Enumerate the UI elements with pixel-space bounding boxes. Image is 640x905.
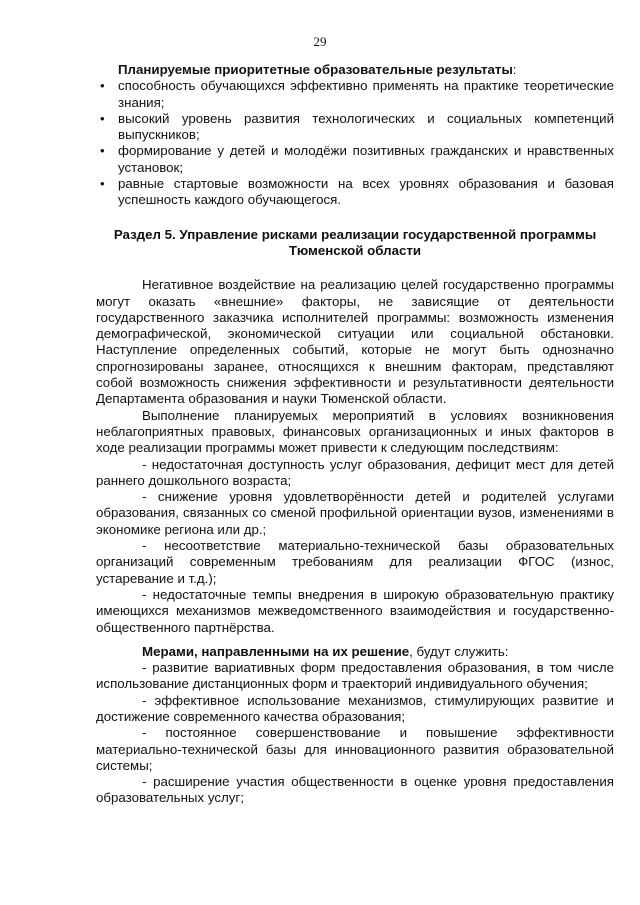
priority-result-item	[96, 176, 614, 209]
section-title: Раздел 5. Управление рисками реализации государственной программы Тюменской области	[113, 226, 597, 258]
consequence-item: - снижение уровня удовлетворённости детей и родителей услугами образования, связанных со сменой профильной ориентации вузов, изменениями в экономике региона или др.;	[96, 489, 614, 537]
priority-result-item	[96, 111, 614, 144]
bullet-icon: •	[100, 176, 105, 192]
bullet-icon: •	[100, 110, 105, 126]
priority-result-text: способность обучающихся эффективно применять на практике теоретические знания;	[118, 78, 614, 110]
bullet-icon: •	[100, 78, 105, 94]
bullet-icon: •	[100, 143, 105, 159]
document-body	[96, 62, 614, 807]
measure-item: - расширение участия общественности в оценке уровня предоставления образовательных услуг;	[96, 774, 614, 806]
priority-result-text: формирование у детей и молодёжи позитивных гражданских и нравственных установок;	[118, 143, 614, 175]
priority-results-list	[96, 78, 614, 208]
priority-results-heading	[96, 62, 614, 78]
paragraph: Выполнение планируемых мероприятий в условиях возникновения неблагоприятных правовых, финансовых организационных и иных факторов в ходе реализации программы может привести к следующим последствиям:	[96, 407, 614, 456]
measure-item: - развитие вариативных форм предоставления образования, в том числе использование дистанционных форм и траекторий индивидуального обучения;	[96, 660, 614, 692]
consequence-item: - недостаточная доступность услуг образования, дефицит мест для детей раннего дошкольного возраста;	[96, 456, 614, 488]
priority-result-item	[96, 78, 614, 111]
priority-results-heading-bold: Планируемые приоритетные образовательные результаты	[118, 62, 513, 77]
measure-item: - постоянное совершенствование и повышение эффективности материально-технической базы для инновационного развития образовательной системы;	[96, 725, 614, 773]
consequence-item: - недостаточные темпы внедрения в широкую образовательную практику имеющихся механизмов межведомственного взаимодействия и государственно-общественного партнёрства.	[96, 586, 614, 635]
page-number: 29	[313, 34, 327, 49]
priority-result-text: высокий уровень развития технологических и социальных компетенций выпускников;	[118, 110, 614, 143]
priority-result-item	[96, 143, 614, 176]
measures-intro-bold: Мерами, направленными на их решение	[142, 643, 410, 659]
priority-result-text: равные стартовые возможности на всех уровнях образования и базовая успешность каждого обучающегося.	[118, 176, 614, 208]
measures-intro-tail: , будут служить:	[409, 643, 509, 659]
measures-intro	[96, 644, 614, 660]
consequence-item: - несоответствие материально-технической базы образовательных организаций современным требованиям для реализации ФГОС (износ, устаревание и т.д.);	[96, 538, 614, 586]
measure-item: - эффективное использование механизмов, стимулирующих развитие и достижение современного качества образования;	[96, 692, 614, 724]
priority-results-heading-colon: :	[512, 62, 517, 77]
paragraph: Негативное воздействие на реализацию целей государственно программы могут оказать «внешние» факторы, не зависящие от деятельности государственного заказчика исполнителей программы: возможность изменения демографической, экономической ситуации или социальной обстановки. Наступление определенных событий, которые не могут быть однозначно спрогнозированы заранее, относящихся к внешним факторам, представляют собой возможность снижения эффективности и результативности деятельности Департамента образования и науки Тюменской области.	[96, 277, 614, 407]
